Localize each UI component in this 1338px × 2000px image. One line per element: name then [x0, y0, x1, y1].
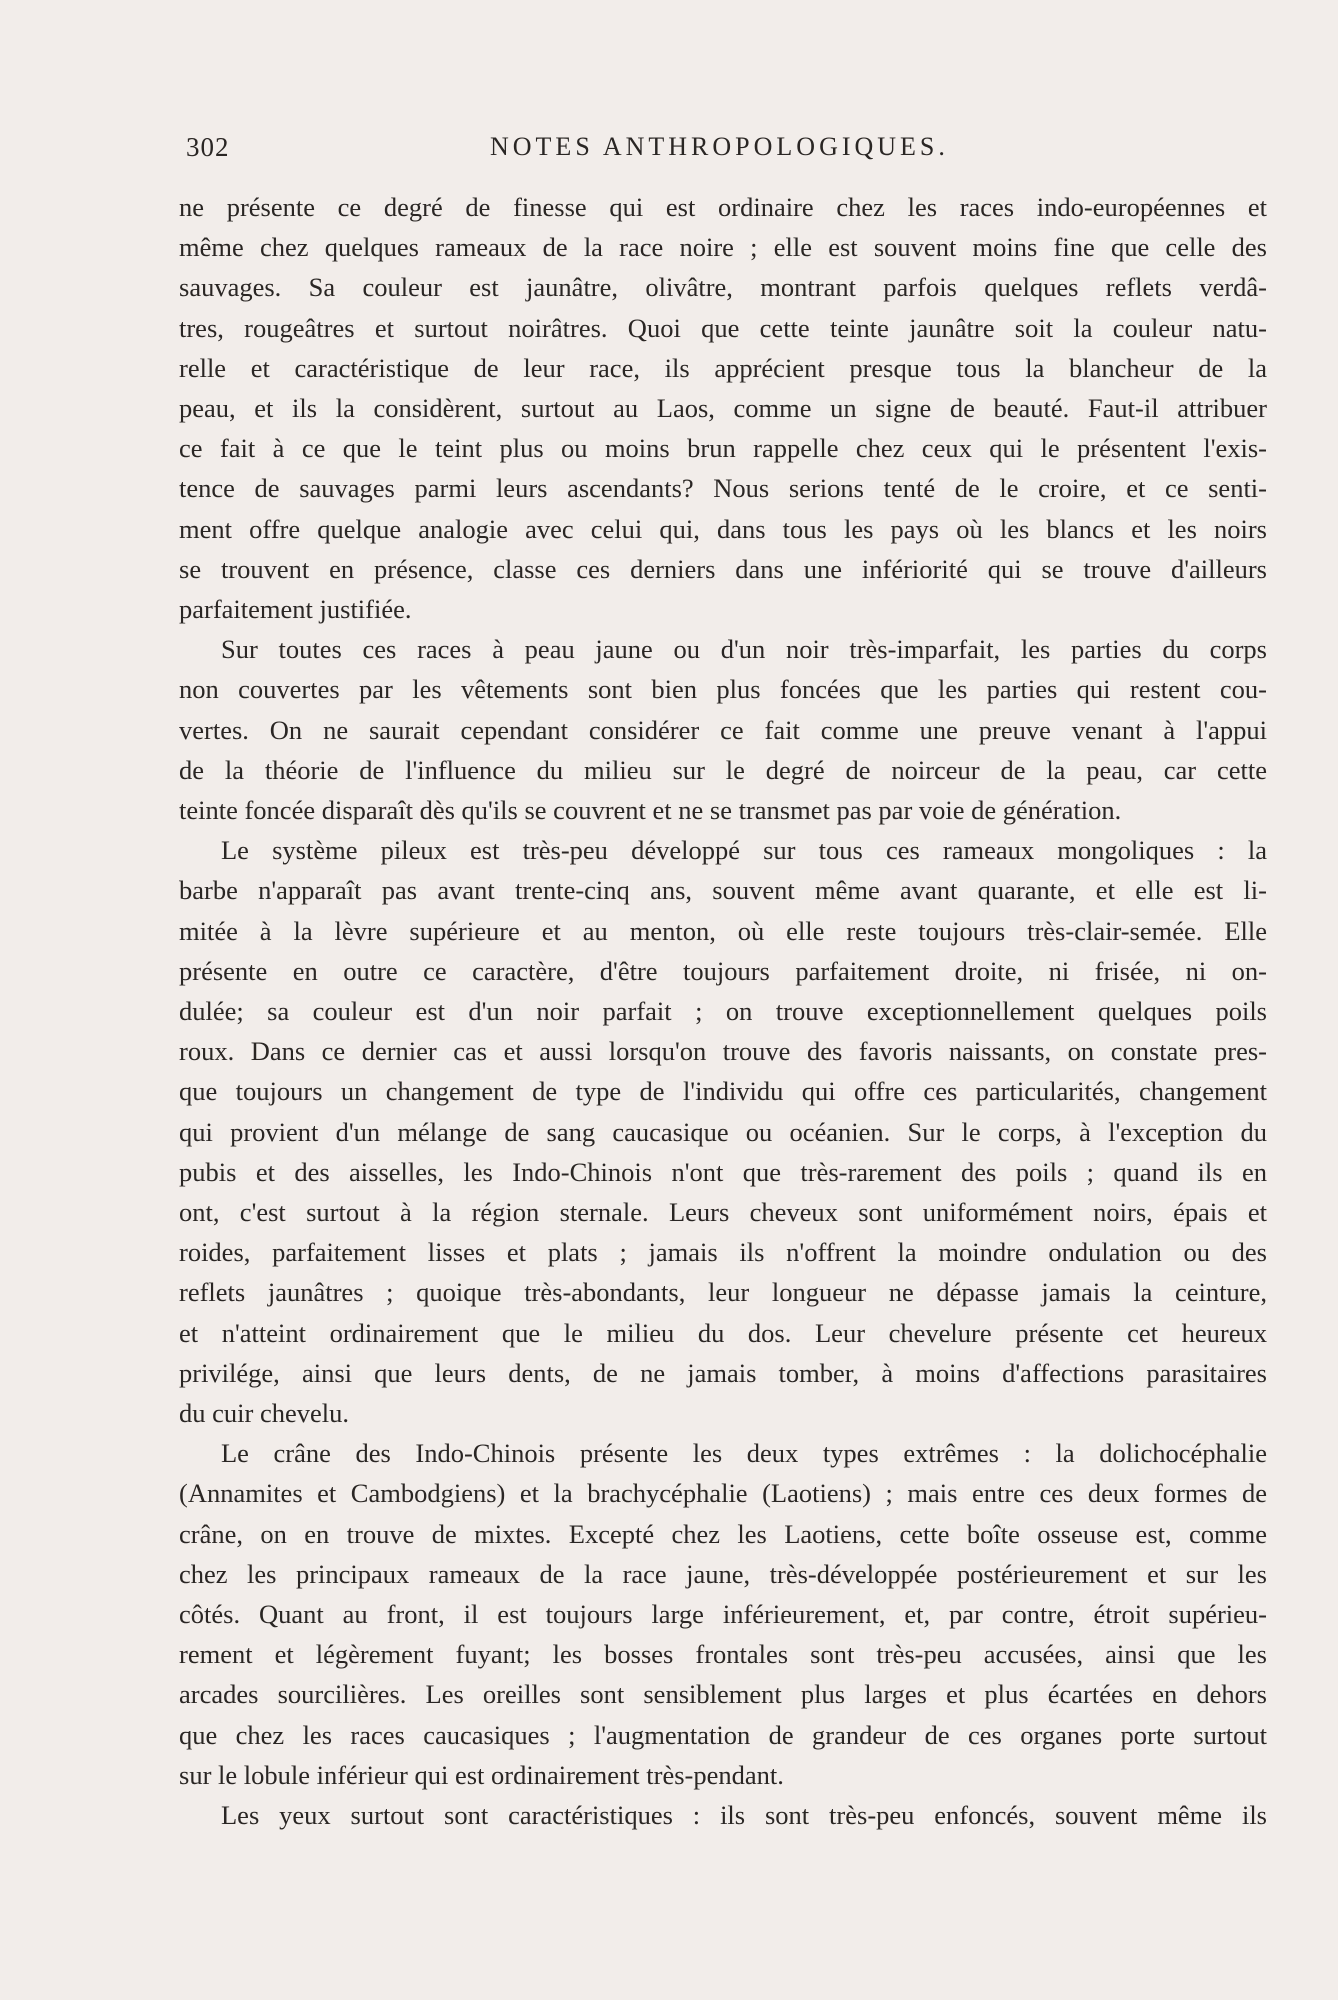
text-line: se trouvent en présence, classe ces derniers dans une infériorité qui se trouve d'ailleurs: [179, 553, 1267, 584]
text-line: (Annamites et Cambodgiens) et la brachycéphalie (Laotiens) ; mais entre ces deux formes de: [179, 1478, 1267, 1509]
text-line: teinte foncée disparaît dès qu'ils se couvrent et ne se transmet pas par voie de génération.: [179, 795, 1122, 825]
text-line: Les yeux surtout sont caractéristiques : ils sont très-peu enfoncés, souvent même ils: [221, 1800, 1267, 1830]
text-line: crâne, on en trouve de mixtes. Excepté chez les Laotiens, cette boîte osseuse est, comme: [179, 1518, 1267, 1549]
running-title: NOTES ANTHROPOLOGIQUES.: [490, 132, 949, 161]
text-line: Le système pileux est très-peu développé sur tous ces rameaux mongoliques : la: [221, 835, 1267, 866]
text-line: tence de sauvages parmi leurs ascendants? Nous serions tenté de le croire, et ce senti-: [179, 473, 1267, 504]
text-line: ne présente ce degré de finesse qui est ordinaire chez les races indo-européennes et: [179, 192, 1267, 222]
text-line: reflets jaunâtres ; quoique très-abondants, leur longueur ne dépasse jamais la ceinture,: [179, 1277, 1267, 1308]
text-line: chez les principaux rameaux de la race jaune, très-développée postérieurement et sur les: [179, 1558, 1267, 1589]
text-line: pubis et des aisselles, les Indo-Chinois n'ont que très-rarement des poils ; quand ils en: [179, 1156, 1267, 1187]
text-line: tres, rougeâtres et surtout noirâtres. Quoi que cette teinte jaunâtre soit la couleur natu-: [179, 312, 1267, 343]
text-line: Le crâne des Indo-Chinois présente les deux types extrêmes : la dolichocéphalie: [221, 1438, 1267, 1469]
text-line: dulée; sa couleur est d'un noir parfait ; on trouve exceptionnellement quelques poils: [179, 996, 1267, 1026]
text-line: relle et caractéristique de leur race, ils apprécient presque tous la blancheur de la: [179, 352, 1267, 383]
text-line: roides, parfaitement lisses et plats ; jamais ils n'offrent la moindre ondulation ou des: [179, 1237, 1267, 1268]
text-line: qui provient d'un mélange de sang caucasique ou océanien. Sur le corps, à l'exception du: [179, 1116, 1267, 1147]
text-line: mitée à la lèvre supérieure et au menton, où elle reste toujours très-clair-semée. Elle: [179, 915, 1267, 946]
text-line: barbe n'apparaît pas avant trente-cinq ans, souvent même avant quarante, et elle est li-: [179, 875, 1267, 906]
text-line: que toujours un changement de type de l'individu qui offre ces particularités, changement: [179, 1076, 1267, 1107]
text-line: que chez les races caucasiques ; l'augmentation de grandeur de ces organes porte surtout: [179, 1719, 1267, 1750]
text-line: peau, et ils la considèrent, surtout au Laos, comme un signe de beauté. Faut-il attribuer: [179, 393, 1267, 423]
text-line: de la théorie de l'influence du milieu sur le degré de noirceur de la peau, car cette: [179, 754, 1267, 785]
text-line: côtés. Quant au front, il est toujours large inférieurement, et, par contre, étroit supérieu-: [179, 1599, 1267, 1629]
text-line: et n'atteint ordinairement que le milieu du dos. Leur chevelure présente cet heureux: [179, 1317, 1267, 1348]
text-line: rement et légèrement fuyant; les bosses frontales sont très-peu accusées, ainsi que les: [179, 1639, 1267, 1670]
text-line: roux. Dans ce dernier cas et aussi lorsqu'on trouve des favoris naissants, on constate pres-: [179, 1036, 1267, 1067]
text-line: présente en outre ce caractère, d'être toujours parfaitement droite, ni frisée, ni on-: [179, 955, 1267, 986]
text-line: non couvertes par les vêtements sont bien plus foncées que les parties qui restent cou-: [179, 674, 1267, 705]
text-line: Sur toutes ces races à peau jaune ou d'un noir très-imparfait, les parties du corps: [221, 634, 1267, 665]
text-line: ont, c'est surtout à la région sternale. Leurs cheveux sont uniformément noirs, épais et: [179, 1197, 1267, 1227]
text-line: ce fait à ce que le teint plus ou moins brun rappelle chez ceux qui le présentent l'exis-: [179, 433, 1267, 464]
text-line: ment offre quelque analogie avec celui qui, dans tous les pays où les blancs et les noirs: [179, 513, 1267, 544]
text-line: parfaitement justifiée.: [179, 594, 412, 624]
text-line: du cuir chevelu.: [179, 1398, 349, 1428]
text-line: arcades sourcilières. Les oreilles sont sensiblement plus larges et plus écartées en dehors: [179, 1679, 1267, 1710]
text-line: même chez quelques rameaux de la race noire ; elle est souvent moins fine que celle des: [179, 232, 1267, 263]
text-line: sur le lobule inférieur qui est ordinairement très-pendant.: [179, 1759, 784, 1790]
text-line: vertes. On ne saurait cependant considérer ce fait comme une preuve venant à l'appui: [179, 714, 1267, 745]
text-line: privilége, ainsi que leurs dents, de ne jamais tomber, à moins d'affections parasitaires: [179, 1357, 1267, 1388]
text-line: sauvages. Sa couleur est jaunâtre, olivâtre, montrant parfois quelques reflets verdâ-: [179, 272, 1267, 303]
page-number: 302: [186, 132, 230, 162]
